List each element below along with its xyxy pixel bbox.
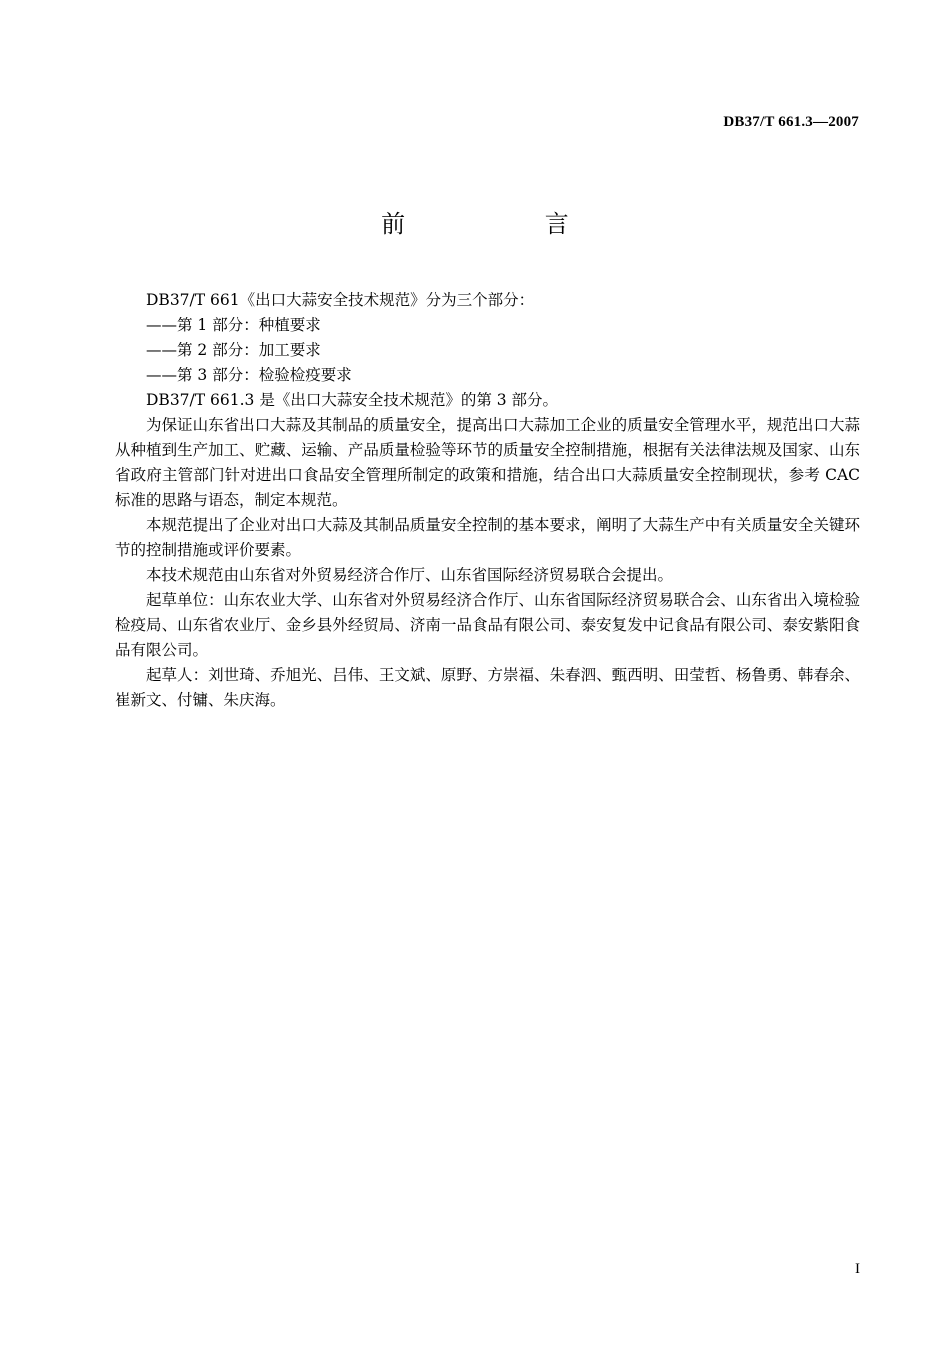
paragraph-purpose: 为保证山东省出口大蒜及其制品的质量安全，提高出口大蒜加工企业的质量安全管理水平，规范出口大蒜从种植到生产加工、贮藏、运输、产品质量检验等环节的质量安全控制措施，根据有关法律法规及国家、山东省政府主管部门针对进出口食品安全管理所制定的政策和措施，结合出口大蒜质量安全控制现状，参考 CAC 标准的思路与语态，制定本规范。 (115, 416, 860, 509)
paragraph-part-3: ——第 3 部分：检验检疫要求 (146, 366, 352, 384)
paragraph-proposer: 本技术规范由山东省对外贸易经济合作厅、山东省国际经济贸易联合会提出。 (146, 566, 674, 584)
paragraph-intro: DB37/T 661《出口大蒜安全技术规范》分为三个部分： (146, 291, 535, 309)
paragraph-this-part: DB37/T 661.3 是《出口大蒜安全技术规范》的第 3 部分。 (146, 391, 559, 409)
page-number: I (855, 1261, 860, 1277)
document-code: DB37/T 661.3—2007 (723, 114, 859, 130)
page-title: 前 言 (381, 210, 635, 238)
paragraph-drafting-units: 起草单位：山东农业大学、山东省对外贸易经济合作厅、山东省国际经济贸易联合会、山东省出入境检验检疫局、山东省农业厅、金乡县外经贸局、济南一品食品有限公司、泰安复发中记食品有限公司、泰安紫阳食品有限公司。 (115, 591, 860, 659)
foreword-body (115, 288, 860, 713)
paragraph-part-2: ——第 2 部分：加工要求 (146, 341, 321, 359)
paragraph-part-1: ——第 1 部分：种植要求 (146, 316, 321, 334)
paragraph-drafters: 起草人：刘世琦、乔旭光、吕伟、王文斌、原野、方崇福、朱春泗、甄西明、田莹哲、杨鲁勇、韩春余、崔新文、付镛、朱庆海。 (115, 666, 860, 709)
paragraph-scope: 本规范提出了企业对出口大蒜及其制品质量安全控制的基本要求，阐明了大蒜生产中有关质量安全关键环节的控制措施或评价要素。 (115, 516, 860, 559)
